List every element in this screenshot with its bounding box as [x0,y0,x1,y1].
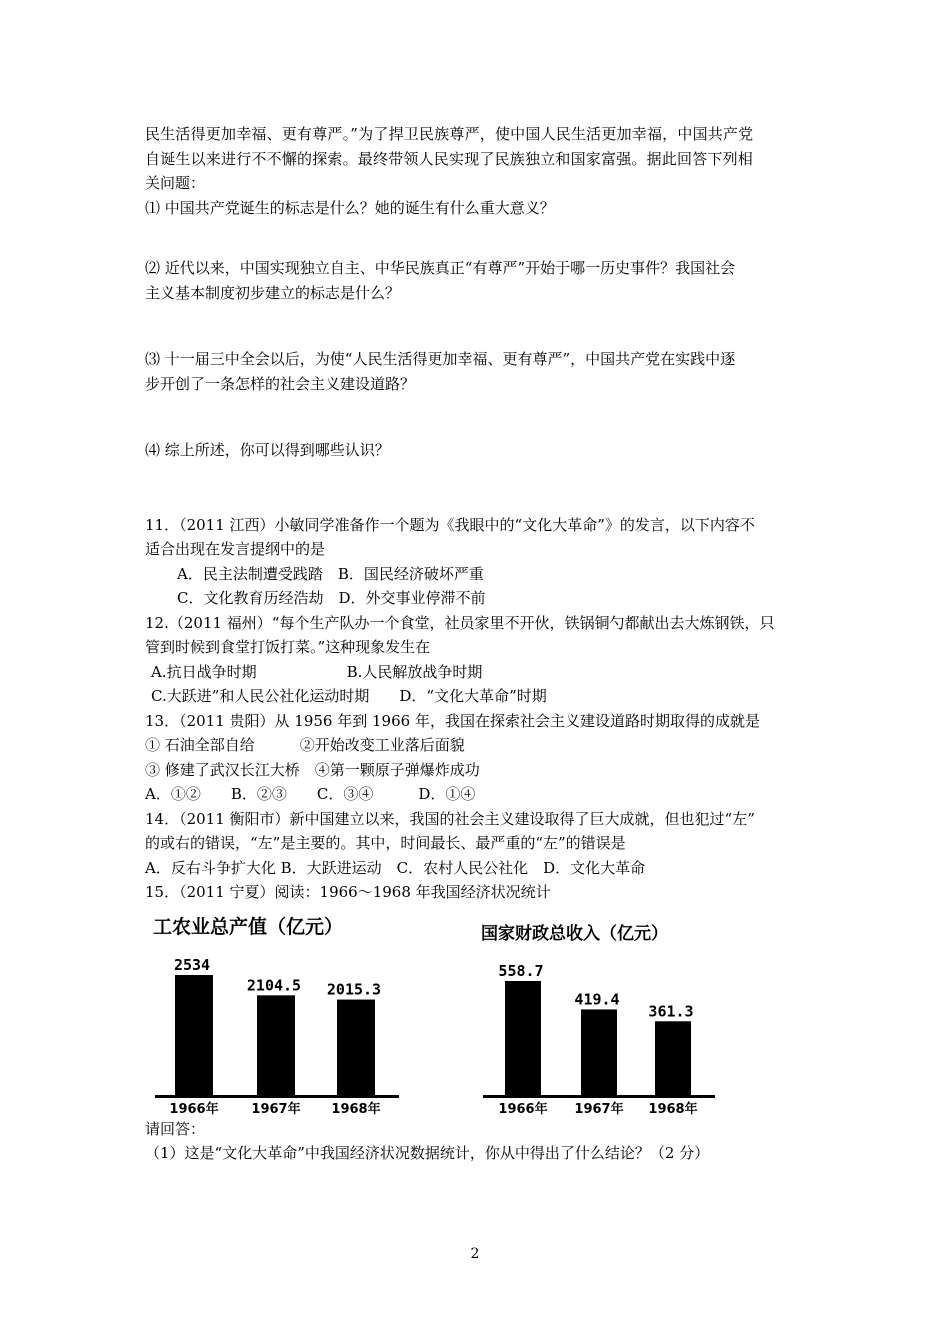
x-tick-label-1: 1966年 [498,1101,548,1117]
q12-options-ab: A.抗日战争时期 B.人民解放战争时期 [151,662,483,681]
q13-line3: ③ 修建了武汉长江大桥 ④第一颗原子弹爆炸成功 [145,760,480,779]
bar-3 [337,999,375,1094]
q14-options: A．反右斗争扩大化 B．大跃进运动 C．农村人民公社化 D．文化大革命 [145,858,646,877]
output-value-chart [151,909,411,1117]
q14-line2: 的或右的错误，“左”是主要的。其中，时间最长、最严重的“左”的错误是 [145,834,626,852]
data-label-1: 558.7 [498,961,544,980]
revenue-chart [479,909,719,1117]
x-tick-label-2: 1967年 [251,1101,301,1117]
q11-line2: 适合出现在发言提纲中的是 [145,540,326,558]
bar-1 [175,975,213,1095]
q15-sub1: （1）这是“文化大革命”中我国经济状况数据统计，你从中得出了什么结论？（2 分） [145,1144,710,1162]
q12-line2: 管到时候到食堂打饭打菜。”这种现象发生在 [145,638,431,656]
q10-sub2-line1: ⑵ 近代以来，中国实现独立自主、中华民族真正“有尊严”开始于哪一历史事件？我国社会 [145,259,736,277]
bar-2 [581,1009,617,1095]
q11-line1: 11．（2011 江西）小敏同学准备作一个题为《我眼中的“文化大革命”》的发言，以下内容不 [145,515,755,534]
q15-line1: 15．（2011 宁夏）阅读：1966～1968 年我国经济状况统计 [145,883,551,901]
data-label-2: 2104.5 [246,975,302,994]
charts-area [145,909,810,1117]
data-label-1: 2534 [173,955,211,974]
q10-sub1: ⑴ 中国共产党诞生的标志是什么？她的诞生有什么重大意义？ [145,198,555,217]
q12-line1: 12.（2011 福州）“每个生产队办一个食堂，社员家里不开伙，铁锅铜勺都献出去大炼钢铁，只 [145,613,775,632]
q14-line1: 14．（2011 衡阳市）新中国建立以来，我国的社会主义建设取得了巨大成就，但也犯过“左” [145,809,755,828]
x-tick-label-3: 1968年 [331,1101,381,1117]
x-tick-label-3: 1968年 [648,1101,698,1117]
q11-options-cd: C．文化教育历经浩劫 D．外交事业停滞不前 [177,589,486,607]
q13-line1: 13．（2011 贵阳）从 1956 年到 1966 年，我国在探索社会主义建设道路时期取得的成就是 [145,711,760,730]
document-page [145,122,810,1166]
q10-sub2-line2: 主义基本制度初步建立的标志是什么？ [145,283,401,302]
bar-3 [655,1021,691,1095]
page-number: 2 [470,1246,480,1262]
bar-1 [505,981,541,1095]
q12-options-cd: C.大跃进”和人民公社化运动时期 D．“文化大革命”时期 [151,687,547,705]
q13-options: A．①② B．②③ C．③④ D．①④ [145,785,476,803]
data-label-2: 419.4 [574,989,620,1008]
intro-line-1: 民生活得更加幸福、更有尊严。”为了捍卫民族尊严，使中国人民生活更加幸福，中国共产党 [145,125,754,143]
intro-line-2: 自诞生以来进行不不懈的探索。最终带领人民实现了民族独立和国家富强。据此回答下列相 [145,149,754,168]
q15-after: 请回答： [145,1119,206,1138]
q10-sub3-line2: 步开创了一条怎样的社会主义建设道路？ [145,374,416,393]
bar-2 [257,995,295,1095]
chart-title: 工农业总产值（亿元） [153,915,344,938]
q10-sub3-line1: ⑶ 十一届三中全会以后，为使“人民生活得更加幸福、更有尊严”，中国共产党在实践中逐 [145,350,736,368]
x-tick-label-1: 1966年 [169,1101,219,1117]
q13-line2: ① 石油全部自给 ②开始改变工业落后面貌 [145,736,465,754]
x-tick-label-2: 1967年 [574,1101,624,1117]
q10-sub4: ⑷ 综上所述，你可以得到哪些认识？ [145,441,390,459]
revenue-chart-svg [479,909,719,1117]
output-value-chart-svg [151,909,411,1117]
data-label-3: 2015.3 [326,980,382,999]
q11-options-ab: A．民主法制遭受践踏 B．国民经济破坏严重 [177,564,484,583]
chart-title: 国家财政总收入（亿元） [481,923,668,944]
data-label-3: 361.3 [648,1001,694,1020]
intro-line-3: 关问题： [145,174,206,192]
